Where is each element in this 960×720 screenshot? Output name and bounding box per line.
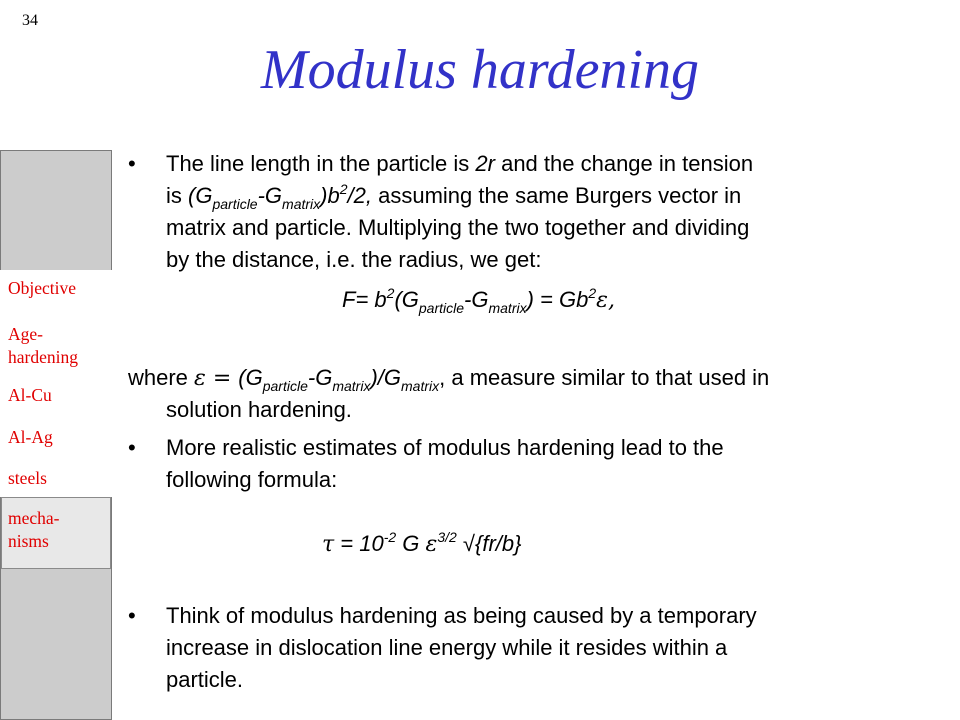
para3-line1: More realistic estimates of modulus hardening lead to the: [166, 435, 724, 460]
para4-line2: increase in dislocation line energy while it resides within a: [166, 635, 728, 660]
nav-item-mechanisms-line1[interactable]: mecha-: [8, 508, 60, 528]
nav-item-steels[interactable]: steels: [8, 468, 47, 488]
nav-item-age-hardening-line1[interactable]: Age-: [8, 324, 43, 344]
para4-line3: particle.: [166, 667, 244, 692]
para1-line3: matrix and particle. Multiplying the two together and dividing: [166, 215, 750, 240]
nav-item-al-ag[interactable]: Al-Ag: [8, 427, 53, 447]
para2-line1: where $\varepsilon = (G_{particle}-G_{matrix})/G_{matrix}$, a measure similar to that used in: [128, 365, 770, 394]
equation-force: $F= b^2(G_{particle}-G_{matrix}) = Gb^2\varepsilon$,: [342, 285, 615, 316]
nav-item-al-cu[interactable]: Al-Cu: [8, 385, 52, 405]
para1-line2: is $(G_{particle}-G_{matrix})b^2/2$, assuming the same Burgers vector in: [166, 181, 742, 212]
para2-line2: solution hardening.: [166, 397, 352, 422]
para4-line1: Think of modulus hardening as being caused by a temporary: [166, 603, 757, 628]
nav-item-age-hardening-line2[interactable]: hardening: [8, 347, 78, 367]
bullet-marker: •: [128, 151, 136, 176]
bullet-marker: •: [128, 435, 136, 460]
para3-line2: following formula:: [166, 467, 338, 492]
slide-number: 34: [22, 12, 38, 29]
bullet-marker: •: [128, 603, 136, 628]
para1-line4: by the distance, i.e. the radius, we get:: [166, 247, 542, 272]
slide-title: Modulus hardening: [260, 39, 700, 101]
equation-tau: $\tau = 10^{-2}$ G $\varepsilon^{3/2}$ √{fr/b}: [322, 529, 522, 557]
nav-item-mechanisms-line2[interactable]: nisms: [8, 531, 49, 551]
para1-line1: The line length in the particle is 2r and the change in tension: [166, 151, 754, 176]
nav-item-objective[interactable]: Objective: [8, 278, 77, 298]
